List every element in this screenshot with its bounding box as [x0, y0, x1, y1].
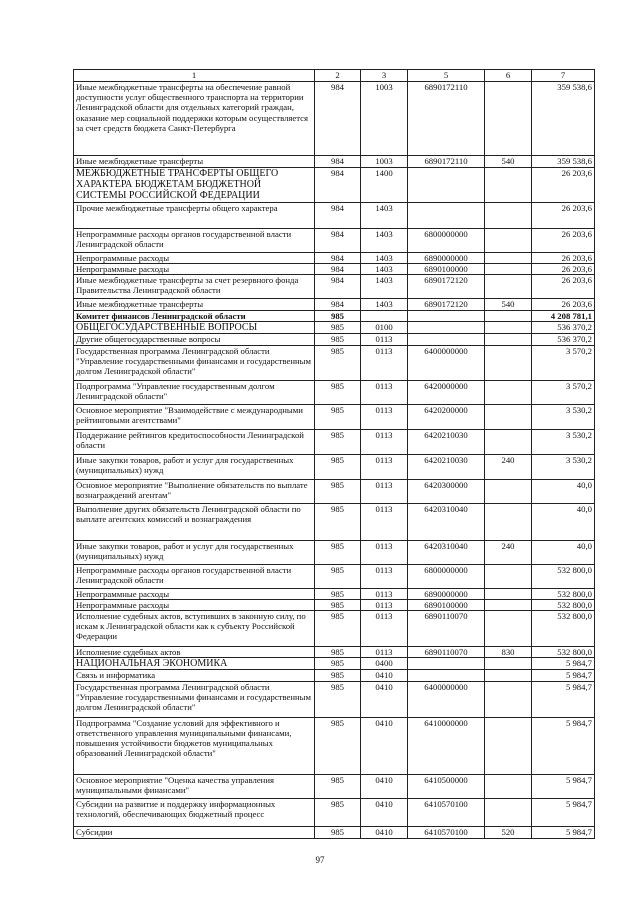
description-cell: Непрограммные расходы органов государственной власти Ленинградской области — [74, 228, 315, 252]
table-row — [74, 202, 595, 228]
expense-type-cell — [485, 429, 532, 454]
table-row — [74, 334, 595, 345]
section-code-cell: 0113 — [361, 540, 408, 564]
table-row — [74, 798, 595, 826]
amount-cell: 359 538,6 — [532, 82, 595, 156]
grbs-code-cell: 985 — [315, 334, 361, 345]
section-code-cell: 0410 — [361, 826, 408, 838]
description-cell: Основное мероприятие "Взаимодействие с международными рейтинговыми агентствами" — [74, 404, 315, 429]
section-code-cell: 0113 — [361, 345, 408, 380]
section-code-cell: 0113 — [361, 564, 408, 588]
section-code-cell: 0410 — [361, 798, 408, 826]
amount-cell: 26 203,6 — [532, 202, 595, 228]
amount-cell: 5 984,7 — [532, 670, 595, 681]
grbs-code-cell: 985 — [315, 479, 361, 503]
target-article-cell — [408, 334, 485, 345]
expense-type-cell: 540 — [485, 156, 532, 168]
description-cell: Непрограммные расходы — [74, 263, 315, 274]
amount-cell: 536 370,2 — [532, 322, 595, 334]
description-cell: ОБЩЕГОСУДАРСТВЕННЫЕ ВОПРОСЫ — [74, 322, 315, 334]
section-code-cell: 0100 — [361, 322, 408, 334]
amount-cell: 3 570,2 — [532, 345, 595, 380]
table-row — [74, 228, 595, 252]
target-article-cell: 6420300000 — [408, 479, 485, 503]
grbs-code-cell: 984 — [315, 82, 361, 156]
description-cell: Исполнение судебных актов, вступивших в законную силу, по искам к Ленинградской области как к субъекту Российской Федерации — [74, 611, 315, 647]
table-row — [74, 717, 595, 774]
description-cell: Подпрограмма "Управление государственным долгом Ленинградской области" — [74, 380, 315, 404]
section-code-cell: 0113 — [361, 503, 408, 540]
description-cell: Основное мероприятие "Оценка качества управления муниципальными финансами" — [74, 774, 315, 798]
grbs-code-cell: 985 — [315, 322, 361, 334]
section-code-cell: 0113 — [361, 334, 408, 345]
grbs-code-cell: 984 — [315, 299, 361, 311]
expense-type-cell — [485, 202, 532, 228]
description-cell: Иные межбюджетные трансферты на обеспечение равной доступности услуг общественного транспорта на территории Ленинградской области для отдельных категорий граждан, оказание мер социальной поддержки которым осуществляется за счет средств бюджета Санкт-Петербурга — [74, 82, 315, 156]
expense-type-cell — [485, 611, 532, 647]
table-row — [74, 647, 595, 658]
description-cell: Субсидии — [74, 826, 315, 838]
expense-type-cell — [485, 275, 532, 299]
section-code-cell: 1403 — [361, 263, 408, 274]
description-cell: Связь и информатика — [74, 670, 315, 681]
grbs-code-cell: 985 — [315, 429, 361, 454]
header-cell: 7 — [532, 70, 595, 82]
section-code-cell: 0113 — [361, 588, 408, 599]
amount-cell: 5 984,7 — [532, 798, 595, 826]
expense-type-cell — [485, 670, 532, 681]
amount-cell: 536 370,2 — [532, 334, 595, 345]
amount-cell: 3 570,2 — [532, 380, 595, 404]
target-article-cell: 6890000000 — [408, 252, 485, 263]
target-article-cell: 6890110070 — [408, 647, 485, 658]
target-article-cell: 6890172120 — [408, 275, 485, 299]
table-row — [74, 540, 595, 564]
expense-type-cell — [485, 681, 532, 717]
description-cell: Иные межбюджетные трансферты — [74, 156, 315, 168]
expense-type-cell — [485, 479, 532, 503]
table-row — [74, 564, 595, 588]
table-row — [74, 82, 595, 156]
grbs-code-cell: 984 — [315, 228, 361, 252]
description-cell: Исполнение судебных актов — [74, 647, 315, 658]
grbs-code-cell: 985 — [315, 588, 361, 599]
description-cell: Непрограммные расходы — [74, 252, 315, 263]
expense-type-cell: 240 — [485, 454, 532, 479]
description-cell: Непрограммные расходы — [74, 588, 315, 599]
grbs-code-cell: 985 — [315, 540, 361, 564]
grbs-code-cell: 985 — [315, 599, 361, 610]
amount-cell: 26 203,6 — [532, 299, 595, 311]
description-cell: Выполнение других обязательств Ленинградской области по выплате агентских комиссий и вознаграждения — [74, 503, 315, 540]
amount-cell: 359 538,6 — [532, 156, 595, 168]
amount-cell: 5 984,7 — [532, 774, 595, 798]
expense-type-cell — [485, 82, 532, 156]
section-code-cell: 0400 — [361, 658, 408, 670]
amount-cell: 5 984,7 — [532, 717, 595, 774]
grbs-code-cell: 985 — [315, 647, 361, 658]
expense-type-cell — [485, 404, 532, 429]
description-cell: Субсидии на развитие и поддержку информационных технологий, обеспечивающих бюджетный процесс — [74, 798, 315, 826]
target-article-cell: 6410000000 — [408, 717, 485, 774]
table-row — [74, 774, 595, 798]
target-article-cell — [408, 311, 485, 322]
amount-cell: 26 203,6 — [532, 252, 595, 263]
section-code-cell: 0113 — [361, 611, 408, 647]
expense-type-cell — [485, 334, 532, 345]
table-row — [74, 599, 595, 610]
target-article-cell: 6420210030 — [408, 454, 485, 479]
table-row — [74, 826, 595, 838]
table-row — [74, 658, 595, 670]
description-cell: Другие общегосударственные вопросы — [74, 334, 315, 345]
target-article-cell: 6420000000 — [408, 380, 485, 404]
amount-cell: 40,0 — [532, 503, 595, 540]
expense-type-cell — [485, 774, 532, 798]
grbs-code-cell: 985 — [315, 670, 361, 681]
table-row — [74, 322, 595, 334]
amount-cell: 532 800,0 — [532, 611, 595, 647]
table-row — [74, 681, 595, 717]
description-cell: Иные межбюджетные трансферты — [74, 299, 315, 311]
section-code-cell: 0113 — [361, 380, 408, 404]
expense-type-cell — [485, 168, 532, 203]
target-article-cell: 6420310040 — [408, 503, 485, 540]
amount-cell: 40,0 — [532, 479, 595, 503]
target-article-cell: 6890172110 — [408, 156, 485, 168]
section-code-cell: 1403 — [361, 252, 408, 263]
section-code-cell: 0410 — [361, 681, 408, 717]
amount-cell: 532 800,0 — [532, 599, 595, 610]
description-cell: Прочие межбюджетные трансферты общего характера — [74, 202, 315, 228]
expense-type-cell — [485, 228, 532, 252]
amount-cell: 3 530,2 — [532, 404, 595, 429]
amount-cell: 532 800,0 — [532, 647, 595, 658]
target-article-cell — [408, 322, 485, 334]
target-article-cell: 6400000000 — [408, 681, 485, 717]
grbs-code-cell: 985 — [315, 798, 361, 826]
expense-type-cell — [485, 658, 532, 670]
section-code-cell: 0410 — [361, 670, 408, 681]
table-row — [74, 275, 595, 299]
budget-table — [73, 69, 595, 839]
amount-cell: 5 984,7 — [532, 826, 595, 838]
grbs-code-cell: 985 — [315, 564, 361, 588]
target-article-cell: 6890172110 — [408, 82, 485, 156]
table-header-row — [74, 70, 595, 82]
target-article-cell: 6890110070 — [408, 611, 485, 647]
target-article-cell: 6420210030 — [408, 429, 485, 454]
target-article-cell: 6400000000 — [408, 345, 485, 380]
section-code-cell: 0113 — [361, 404, 408, 429]
target-article-cell: 6890100000 — [408, 599, 485, 610]
amount-cell: 4 208 781,1 — [532, 311, 595, 322]
grbs-code-cell: 984 — [315, 156, 361, 168]
section-code-cell: 0113 — [361, 454, 408, 479]
target-article-cell: 6890100000 — [408, 263, 485, 274]
target-article-cell: 6410570100 — [408, 798, 485, 826]
amount-cell: 3 530,2 — [532, 454, 595, 479]
section-code-cell: 1003 — [361, 156, 408, 168]
grbs-code-cell: 985 — [315, 503, 361, 540]
description-cell: Иные межбюджетные трансферты за счет резервного фонда Правительства Ленинградской области — [74, 275, 315, 299]
target-article-cell: 6800000000 — [408, 228, 485, 252]
header-cell: 3 — [361, 70, 408, 82]
description-cell: Подпрограмма "Создание условий для эффективного и ответственного управления муниципальными финансами, повышения устойчивости бюджетов муниципальных образований Ленинградской области" — [74, 717, 315, 774]
grbs-code-cell: 985 — [315, 380, 361, 404]
page-number: 97 — [315, 855, 325, 865]
amount-cell: 26 203,6 — [532, 168, 595, 203]
expense-type-cell: 240 — [485, 540, 532, 564]
description-cell: Комитет финансов Ленинградской области — [74, 311, 315, 322]
section-code-cell — [361, 311, 408, 322]
description-cell: Непрограммные расходы органов государственной власти Ленинградской области — [74, 564, 315, 588]
amount-cell: 532 800,0 — [532, 588, 595, 599]
amount-cell: 26 203,6 — [532, 228, 595, 252]
section-code-cell: 1400 — [361, 168, 408, 203]
table-row — [74, 252, 595, 263]
expense-type-cell — [485, 311, 532, 322]
expense-type-cell — [485, 798, 532, 826]
expense-type-cell — [485, 564, 532, 588]
section-code-cell: 0410 — [361, 717, 408, 774]
target-article-cell: 6410500000 — [408, 774, 485, 798]
description-cell: Поддержание рейтингов кредитоспособности Ленинградской области — [74, 429, 315, 454]
expense-type-cell — [485, 322, 532, 334]
section-code-cell: 0113 — [361, 479, 408, 503]
section-code-cell: 0113 — [361, 647, 408, 658]
grbs-code-cell: 984 — [315, 202, 361, 228]
amount-cell: 26 203,6 — [532, 263, 595, 274]
table-row — [74, 454, 595, 479]
header-cell: 1 — [74, 70, 315, 82]
grbs-code-cell: 984 — [315, 263, 361, 274]
amount-cell: 26 203,6 — [532, 275, 595, 299]
amount-cell: 3 530,2 — [532, 429, 595, 454]
table-row — [74, 588, 595, 599]
grbs-code-cell: 985 — [315, 826, 361, 838]
target-article-cell — [408, 168, 485, 203]
section-code-cell: 1003 — [361, 82, 408, 156]
grbs-code-cell: 985 — [315, 658, 361, 670]
section-code-cell: 1403 — [361, 228, 408, 252]
description-cell: Непрограммные расходы — [74, 599, 315, 610]
grbs-code-cell: 985 — [315, 345, 361, 380]
expense-type-cell — [485, 380, 532, 404]
expense-type-cell — [485, 252, 532, 263]
description-cell: МЕЖБЮДЖЕТНЫЕ ТРАНСФЕРТЫ ОБЩЕГО ХАРАКТЕРА БЮДЖЕТАМ БЮДЖЕТНОЙ СИСТЕМЫ РОССИЙСКОЙ ФЕДЕРАЦИИ — [74, 168, 315, 203]
table-row — [74, 404, 595, 429]
header-cell: 6 — [485, 70, 532, 82]
grbs-code-cell: 985 — [315, 681, 361, 717]
description-cell: Иные закупки товаров, работ и услуг для государственных (муниципальных) нужд — [74, 540, 315, 564]
expense-type-cell — [485, 263, 532, 274]
grbs-code-cell: 985 — [315, 454, 361, 479]
expense-type-cell: 520 — [485, 826, 532, 838]
expense-type-cell — [485, 599, 532, 610]
grbs-code-cell: 985 — [315, 404, 361, 429]
expense-type-cell — [485, 717, 532, 774]
expense-type-cell: 830 — [485, 647, 532, 658]
header-cell: 5 — [408, 70, 485, 82]
grbs-code-cell: 985 — [315, 611, 361, 647]
expense-type-cell — [485, 345, 532, 380]
target-article-cell: 6420200000 — [408, 404, 485, 429]
table-body — [74, 82, 595, 839]
section-code-cell: 1403 — [361, 299, 408, 311]
expense-type-cell — [485, 503, 532, 540]
table-row — [74, 299, 595, 311]
table-row — [74, 168, 595, 203]
table-row — [74, 670, 595, 681]
table-row — [74, 429, 595, 454]
target-article-cell: 6890000000 — [408, 588, 485, 599]
header-cell: 2 — [315, 70, 361, 82]
target-article-cell: 6410570100 — [408, 826, 485, 838]
section-code-cell: 0113 — [361, 599, 408, 610]
table-row — [74, 479, 595, 503]
target-article-cell — [408, 670, 485, 681]
table-row — [74, 503, 595, 540]
section-code-cell: 0410 — [361, 774, 408, 798]
expense-type-cell: 540 — [485, 299, 532, 311]
section-code-cell: 0113 — [361, 429, 408, 454]
target-article-cell: 6800000000 — [408, 564, 485, 588]
amount-cell: 5 984,7 — [532, 658, 595, 670]
target-article-cell: 6890172120 — [408, 299, 485, 311]
table-row — [74, 263, 595, 274]
table-row — [74, 380, 595, 404]
expense-type-cell — [485, 588, 532, 599]
grbs-code-cell: 985 — [315, 311, 361, 322]
description-cell: Государственная программа Ленинградской области "Управление государственными финансами и государственным долгом Ленинградской области" — [74, 345, 315, 380]
grbs-code-cell: 984 — [315, 168, 361, 203]
table-row — [74, 345, 595, 380]
table-row — [74, 311, 595, 322]
target-article-cell — [408, 658, 485, 670]
target-article-cell — [408, 202, 485, 228]
description-cell: Иные закупки товаров, работ и услуг для государственных (муниципальных) нужд — [74, 454, 315, 479]
description-cell: Государственная программа Ленинградской области "Управление государственными финансами и государственным долгом Ленинградской области" — [74, 681, 315, 717]
grbs-code-cell: 985 — [315, 774, 361, 798]
amount-cell: 532 800,0 — [532, 564, 595, 588]
grbs-code-cell: 985 — [315, 717, 361, 774]
amount-cell: 40,0 — [532, 540, 595, 564]
description-cell: НАЦИОНАЛЬНАЯ ЭКОНОМИКА — [74, 658, 315, 670]
grbs-code-cell: 984 — [315, 275, 361, 299]
description-cell: Основное мероприятие "Выполнение обязательств по выплате вознаграждений агентам" — [74, 479, 315, 503]
section-code-cell: 1403 — [361, 275, 408, 299]
table-row — [74, 611, 595, 647]
grbs-code-cell: 984 — [315, 252, 361, 263]
section-code-cell: 1403 — [361, 202, 408, 228]
target-article-cell: 6420310040 — [408, 540, 485, 564]
table-row — [74, 156, 595, 168]
amount-cell: 5 984,7 — [532, 681, 595, 717]
